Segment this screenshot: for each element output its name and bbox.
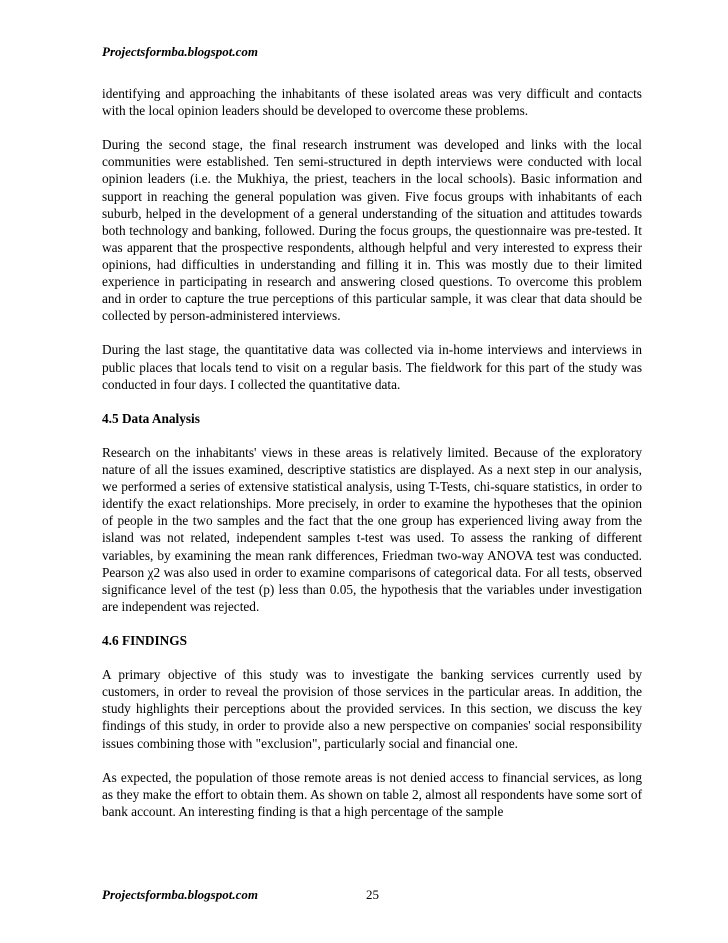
paragraph-3: During the last stage, the quantitative data was collected via in-home interviews and interviews in public places that locals tend to visit on a regular basis. The fieldwork for this part of the study was conducted in four days. I collected the quantitative data.	[102, 342, 642, 392]
heading-data-analysis: 4.5 Data Analysis	[102, 410, 200, 426]
page-number: 25	[366, 887, 379, 902]
paragraph-2: During the second stage, the final research instrument was developed and links with the local communities were established. Ten semi-structured in depth interviews were conducted with local opinion leaders (i.e. the Mukhiya, the priest, teachers in the local schools). Basic information and support in reaching the general population was given. Five focus groups with inhabitants of each suburb, helped in the development of a general understanding of the situation and attitudes towards both technology and banking, followed. During the focus groups, the questionnaire was pre-tested. It was apparent that the prospective respondents, although helpful and very interested to express their opinions, had difficulties in understanding and filling it in. This was mostly due to their limited experience in participating in research and answering closed questions. To overcome this problem and in order to capture the true perceptions of this particular sample, it was clear that data should be collected by person-administered interviews.	[102, 137, 642, 324]
paragraph-5: A primary objective of this study was to investigate the banking services currently used by customers, in order to reveal the provision of those services in the particular areas. In addition, the study highlights their perceptions about the provided services. In this section, we discuss the key findings of this study, in order to provide also a new perspective on companies' social responsibility issues combining those with "exclusion", particularly social and financial one.	[102, 667, 642, 751]
paragraph-6: As expected, the population of those remote areas is not denied access to financial services, as long as they make the effort to obtain them. As shown on table 2, almost all respondents have some sort of bank account. An interesting finding is that a high percentage of the sample	[102, 769, 642, 819]
page-footer-site: Projectsformba.blogspot.com	[102, 887, 258, 902]
paragraph-1: identifying and approaching the inhabitants of these isolated areas was very difficult and contacts with the local opinion leaders should be developed to overcome these problems.	[102, 86, 642, 119]
paragraph-4: Research on the inhabitants' views in these areas is relatively limited. Because of the exploratory nature of all the issues examined, descriptive statistics are displayed. As a next step in our analysis, we performed a series of extensive statistical analysis, using T-Tests, chi-square statistics, in order to identify the exact relationships. More precisely, in order to examine the hypotheses that the opinion of people in the two samples and the fact that the one group has experienced living away from the island was not related, independent samples t-test was used. To assess the ranking of different variables, by examining the mean rank differences, Friedman two-way ANOVA test was conducted. Pearson χ2 was also used in order to examine comparisons of categorical data. For all tests, observed significance level of the test (p) less than 0.05, the hypothesis that the variables under investigation are independent was rejected.	[102, 444, 642, 614]
heading-findings: 4.6 FINDINGS	[102, 633, 187, 648]
document-body	[102, 85, 642, 837]
page-header: Projectsformba.blogspot.com	[102, 44, 258, 59]
